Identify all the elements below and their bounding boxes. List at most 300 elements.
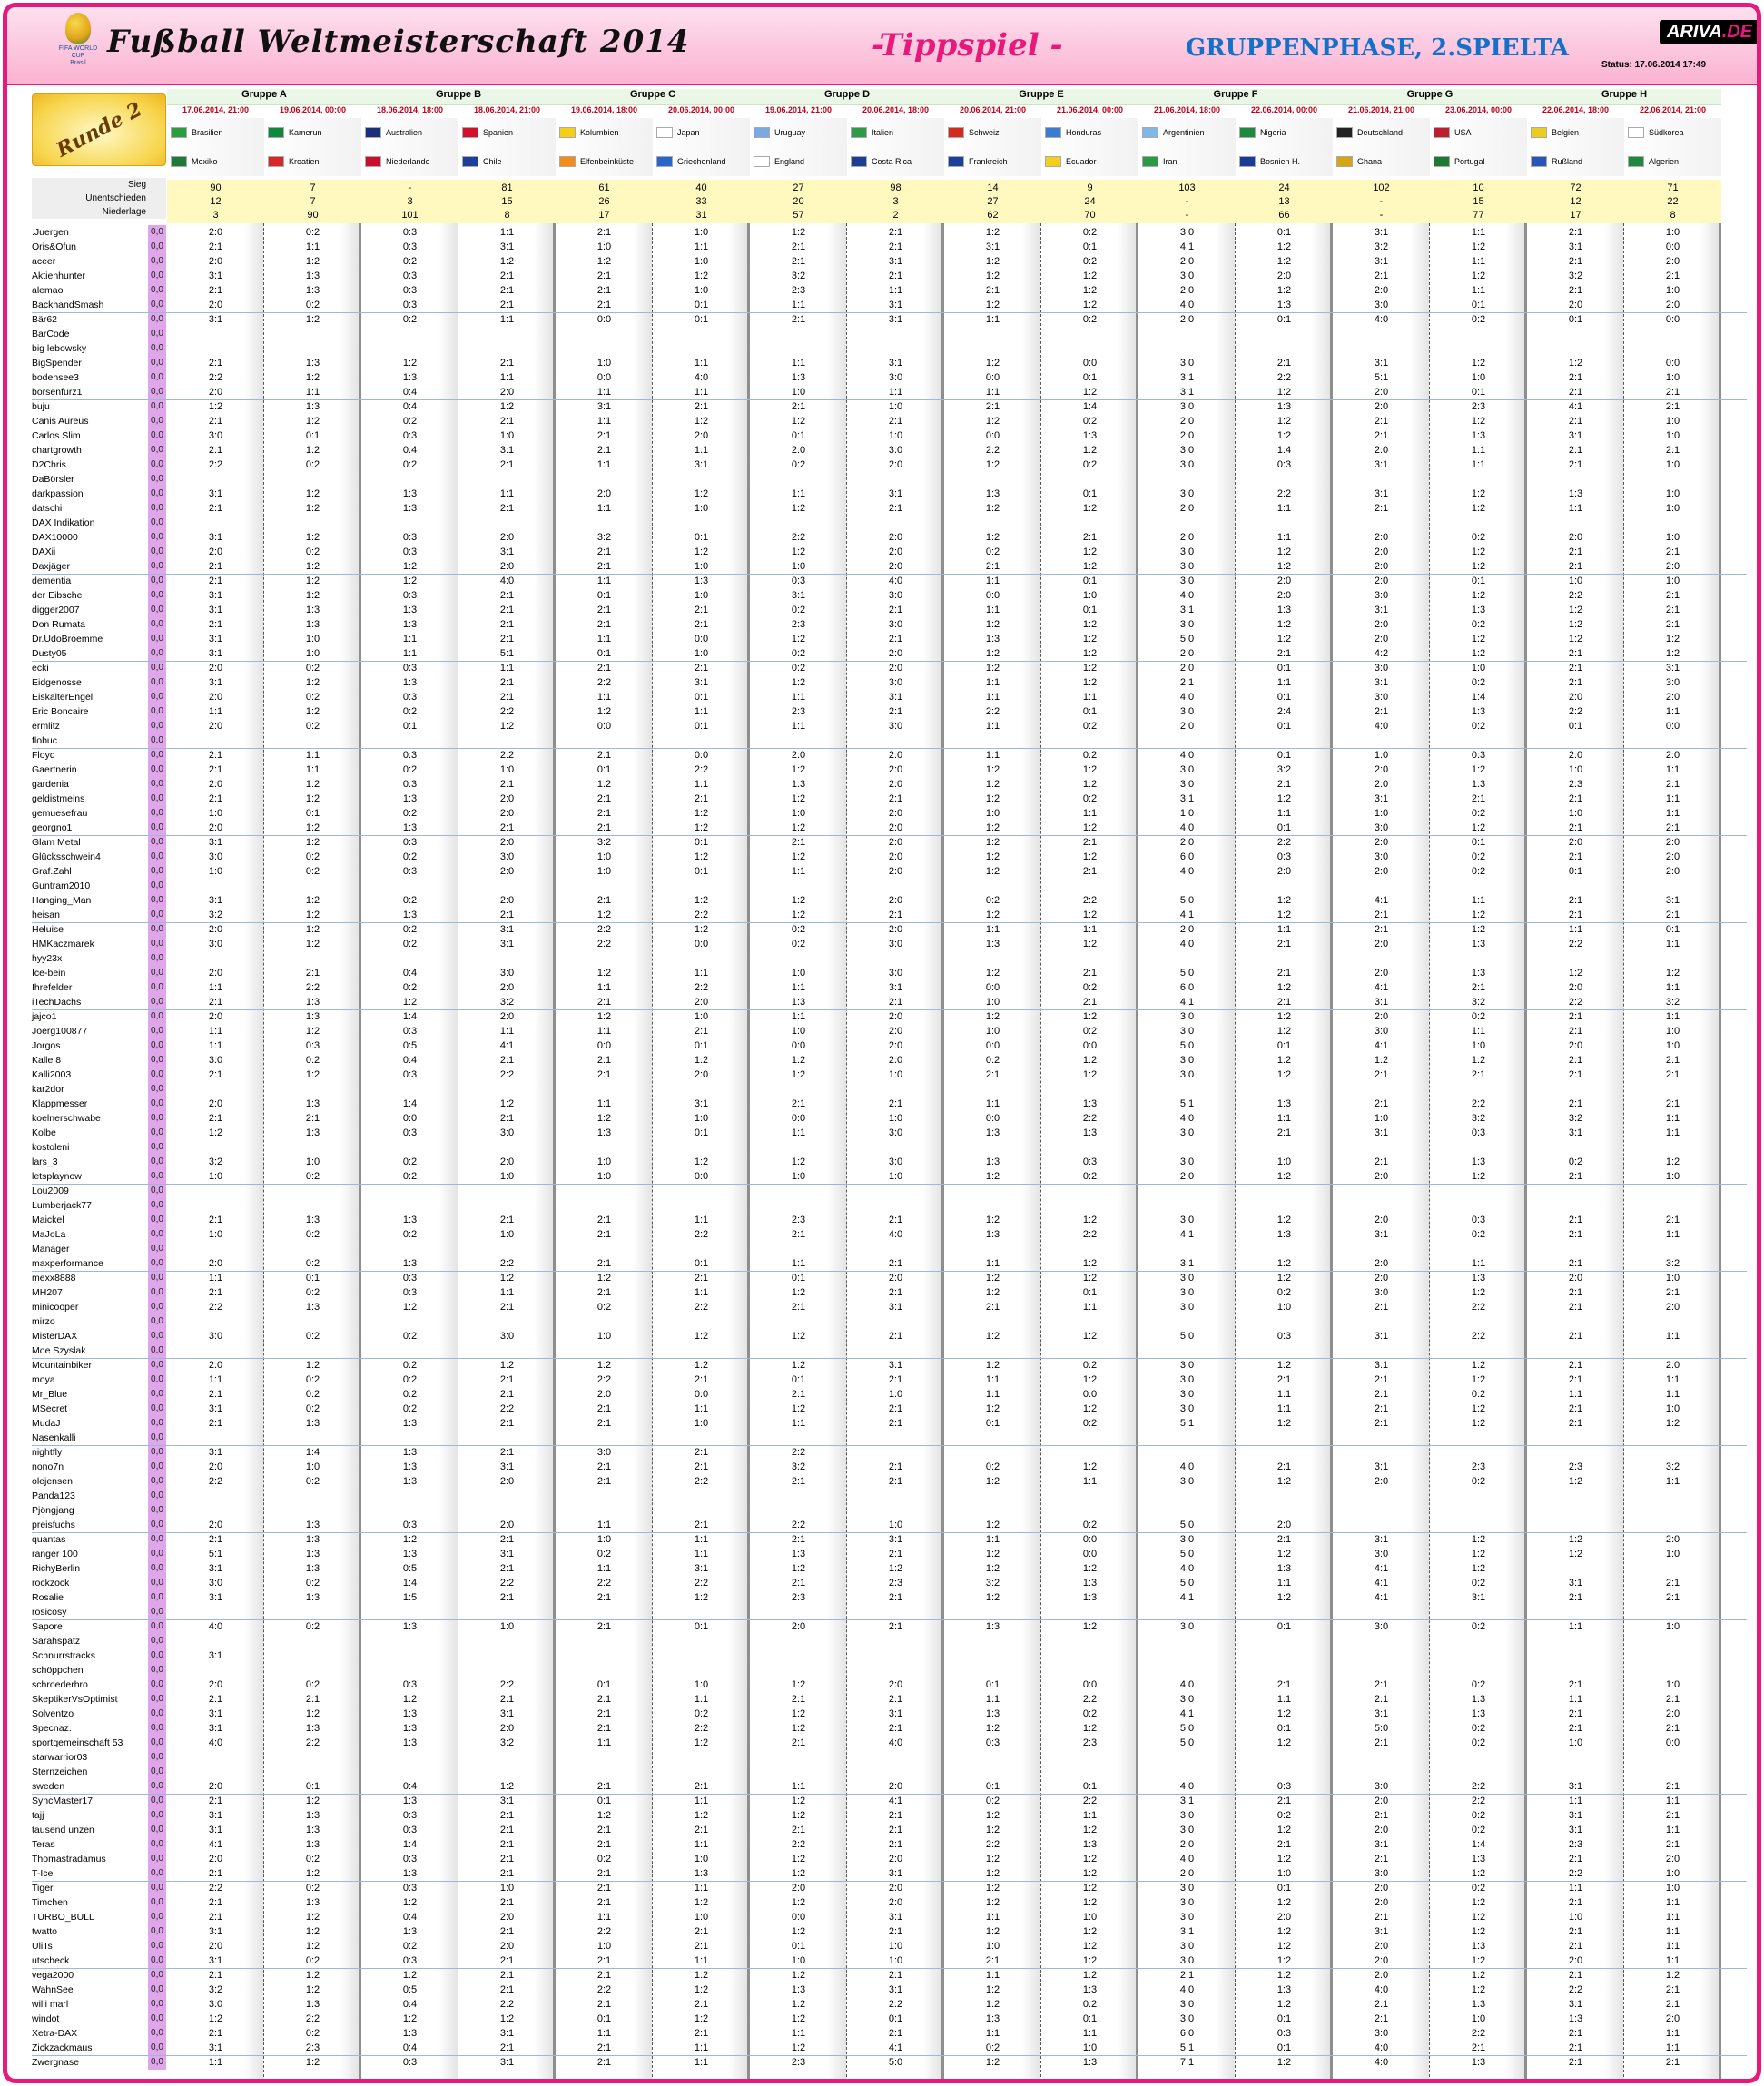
tip-cell[interactable]: 3:1 (1179, 1796, 1195, 1806)
tip-cell[interactable]: 1:2 (499, 2013, 515, 2024)
tip-cell[interactable]: 1:2 (596, 1273, 612, 1284)
tip-cell[interactable]: 2:1 (1568, 1258, 1583, 1269)
tip-cell[interactable]: 1:3 (1471, 968, 1486, 979)
tip-cell[interactable]: 3:0 (1179, 227, 1195, 238)
tip-cell[interactable]: 1:2 (985, 1360, 1000, 1371)
tip-cell[interactable]: 0:0 (985, 430, 1000, 441)
tip-cell[interactable]: 3:1 (1568, 1578, 1583, 1589)
tip-cell[interactable]: 0:2 (1082, 416, 1098, 427)
tip-cell[interactable]: 1:2 (694, 822, 709, 833)
tip-cell[interactable]: 2:2 (694, 1578, 709, 1589)
tip-cell[interactable]: 2:1 (1276, 1796, 1292, 1806)
tip-cell[interactable]: 0:1 (694, 300, 709, 310)
tip-cell[interactable]: 2:0 (208, 1360, 223, 1371)
tip-cell[interactable]: 1:4 (1471, 1839, 1486, 1850)
tip-cell[interactable]: 3:1 (1568, 1127, 1583, 1138)
tip-cell[interactable]: 3:1 (1568, 241, 1583, 252)
tip-cell[interactable]: 3:2 (499, 1737, 515, 1748)
tip-cell[interactable]: 0:1 (694, 314, 709, 325)
tip-cell[interactable]: 2:2 (596, 1578, 612, 1589)
tip-cell[interactable]: 1:3 (694, 1868, 709, 1879)
tip-cell[interactable]: 3:1 (208, 532, 223, 543)
tip-cell[interactable]: 2:2 (1568, 1984, 1583, 1995)
tip-cell[interactable]: 3:0 (1374, 692, 1389, 703)
tip-cell[interactable]: 0:2 (596, 1302, 612, 1313)
tip-cell[interactable]: 1:0 (1082, 2042, 1098, 2053)
tip-cell[interactable]: 1:2 (305, 488, 320, 499)
tip-cell[interactable]: 1:3 (1276, 1563, 1292, 1574)
tip-cell[interactable]: 0:0 (985, 590, 1000, 601)
tip-cell[interactable]: 0:1 (1276, 1040, 1292, 1051)
tip-cell[interactable]: 3:1 (208, 605, 223, 615)
tip-cell[interactable]: 2:1 (985, 1955, 1000, 1966)
tip-cell[interactable]: 2:0 (499, 837, 515, 848)
tip-cell[interactable]: 1:1 (596, 2028, 612, 2039)
tip-cell[interactable]: 5:0 (1179, 1723, 1195, 1734)
tip-cell[interactable]: 2:1 (596, 663, 612, 674)
tip-cell[interactable]: 2:1 (888, 416, 903, 427)
tip-cell[interactable]: 0:2 (305, 1055, 320, 1066)
player-name[interactable] (32, 937, 166, 951)
tip-cell[interactable]: 2:1 (1374, 1302, 1389, 1313)
tip-cell[interactable]: 1:0 (499, 764, 515, 775)
tip-cell[interactable]: 3:2 (1276, 764, 1292, 775)
tip-cell[interactable]: 2:1 (1665, 1578, 1680, 1589)
tip-cell[interactable]: 1:3 (305, 605, 320, 615)
player-name[interactable] (32, 821, 166, 835)
player-name[interactable] (32, 370, 166, 385)
tip-cell[interactable]: 2:1 (791, 1302, 806, 1313)
tip-cell[interactable]: 2:1 (1179, 1970, 1195, 1981)
tip-cell[interactable]: 4:0 (888, 1229, 903, 1240)
tip-cell[interactable]: 1:1 (1665, 1926, 1680, 1937)
tip-cell[interactable]: 2:2 (596, 1984, 612, 1995)
tip-cell[interactable]: 3:2 (208, 910, 223, 920)
tip-cell[interactable]: 3:0 (1179, 1941, 1195, 1952)
player-name[interactable] (32, 603, 166, 617)
tip-cell[interactable]: 4:0 (1374, 2057, 1389, 2068)
tip-cell[interactable]: 1:0 (499, 430, 515, 441)
tip-cell[interactable]: 1:0 (1665, 285, 1680, 296)
tip-cell[interactable]: 2:0 (888, 1273, 903, 1284)
tip-cell[interactable]: 2:0 (499, 561, 515, 572)
tip-cell[interactable]: 1:2 (305, 1069, 320, 1080)
tip-cell[interactable]: 2:1 (1665, 1069, 1680, 1080)
tip-cell[interactable]: 1:0 (694, 1418, 709, 1429)
tip-cell[interactable]: 1:1 (791, 1258, 806, 1269)
tip-cell[interactable]: 1:1 (1276, 808, 1292, 819)
tip-cell[interactable]: 1:2 (985, 866, 1000, 877)
player-name[interactable] (32, 428, 166, 443)
tip-cell[interactable]: 0:1 (985, 1418, 1000, 1429)
tip-cell[interactable]: 1:2 (1082, 1926, 1098, 1937)
tip-cell[interactable]: 0:2 (305, 1229, 320, 1240)
tip-cell[interactable]: 3:1 (1374, 793, 1389, 804)
tip-cell[interactable]: 1:2 (305, 677, 320, 688)
player-name[interactable] (32, 559, 166, 574)
tip-cell[interactable]: 2:1 (1276, 1127, 1292, 1138)
tip-cell[interactable]: 1:1 (888, 285, 903, 296)
tip-cell[interactable]: 3:1 (208, 314, 223, 325)
tip-cell[interactable]: 3:2 (1471, 997, 1486, 1008)
tip-cell[interactable]: 1:2 (791, 1403, 806, 1414)
tip-cell[interactable]: 2:0 (1276, 590, 1292, 601)
tip-cell[interactable]: 0:2 (985, 1461, 1000, 1472)
player-name[interactable] (32, 1024, 166, 1038)
tip-cell[interactable]: 1:0 (888, 1171, 903, 1182)
tip-cell[interactable]: 1:2 (1276, 619, 1292, 630)
player-name[interactable] (32, 501, 166, 516)
tip-cell[interactable]: 0:1 (985, 1679, 1000, 1690)
tip-cell[interactable]: 1:2 (1276, 1897, 1292, 1908)
tip-cell[interactable]: 2:1 (208, 1287, 223, 1298)
player-name[interactable] (32, 1082, 166, 1097)
tip-cell[interactable]: 1:1 (1568, 503, 1583, 514)
player-name[interactable] (32, 864, 166, 879)
tip-cell[interactable]: 3:1 (888, 314, 903, 325)
tip-cell[interactable]: 1:2 (1082, 1403, 1098, 1414)
tip-cell[interactable]: 1:1 (1568, 1621, 1583, 1632)
player-name[interactable] (32, 646, 166, 661)
tip-cell[interactable]: 0:2 (305, 851, 320, 862)
tip-cell[interactable]: 2:2 (1276, 488, 1292, 499)
tip-cell[interactable]: 3:1 (1179, 793, 1195, 804)
tip-cell[interactable]: 4:1 (1179, 1708, 1195, 1719)
tip-cell[interactable]: 0:0 (1082, 1679, 1098, 1690)
tip-cell[interactable]: 1:0 (1665, 532, 1680, 543)
tip-cell[interactable]: 3:0 (1179, 1897, 1195, 1908)
tip-cell[interactable]: 0:1 (1276, 314, 1292, 325)
player-name[interactable] (32, 1489, 166, 1503)
tip-cell[interactable]: 1:2 (1082, 1941, 1098, 1952)
player-name[interactable] (32, 588, 166, 603)
tip-cell[interactable]: 2:1 (888, 634, 903, 644)
player-name[interactable] (32, 1910, 166, 1924)
tip-cell[interactable]: 4:1 (1568, 401, 1583, 412)
tip-cell[interactable]: 2:1 (888, 1374, 903, 1385)
tip-cell[interactable]: 2:2 (694, 1229, 709, 1240)
tip-cell[interactable]: 2:1 (596, 2057, 612, 2068)
tip-cell[interactable]: 5:0 (1179, 968, 1195, 979)
tip-cell[interactable]: 2:1 (791, 1098, 806, 1109)
tip-cell[interactable]: 3:1 (208, 1650, 223, 1661)
tip-cell[interactable]: 1:2 (1276, 1926, 1292, 1937)
tip-cell[interactable]: 1:3 (305, 1215, 320, 1225)
tip-cell[interactable]: 2:1 (694, 1941, 709, 1952)
tip-cell[interactable]: 3:0 (1374, 1549, 1389, 1560)
tip-cell[interactable]: 3:0 (888, 721, 903, 732)
tip-cell[interactable]: 0:0 (1665, 314, 1680, 325)
tip-cell[interactable]: 1:1 (499, 488, 515, 499)
tip-cell[interactable]: 1:1 (1471, 227, 1486, 238)
tip-cell[interactable]: 0:1 (1471, 300, 1486, 310)
tip-cell[interactable]: 0:3 (1471, 750, 1486, 761)
tip-cell[interactable]: 2:1 (1665, 1592, 1680, 1603)
tip-cell[interactable]: 1:3 (1471, 1941, 1486, 1952)
tip-cell[interactable]: 2:1 (208, 241, 223, 252)
tip-cell[interactable]: 1:3 (402, 1737, 418, 1748)
tip-cell[interactable]: 2:0 (1374, 837, 1389, 848)
tip-cell[interactable]: 3:1 (1568, 1999, 1583, 2010)
tip-cell[interactable]: 0:1 (791, 1941, 806, 1952)
tip-cell[interactable]: 1:2 (1665, 968, 1680, 979)
tip-cell[interactable]: 4:0 (499, 576, 515, 586)
tip-cell[interactable]: 2:1 (1568, 1679, 1583, 1690)
tip-cell[interactable]: 1:2 (985, 1403, 1000, 1414)
tip-cell[interactable]: 1:4 (402, 1098, 418, 1109)
tip-cell[interactable]: 1:1 (1568, 1694, 1583, 1705)
tip-cell[interactable]: 2:1 (596, 895, 612, 906)
tip-cell[interactable]: 2:1 (1665, 546, 1680, 557)
tip-cell[interactable]: 2:1 (1374, 910, 1389, 920)
tip-cell[interactable]: 2:1 (208, 750, 223, 761)
tip-cell[interactable]: 0:1 (1276, 1723, 1292, 1734)
tip-cell[interactable]: 2:0 (888, 561, 903, 572)
tip-cell[interactable]: 2:1 (208, 416, 223, 427)
tip-cell[interactable]: 2:1 (596, 1999, 612, 2010)
tip-cell[interactable]: 2:1 (694, 619, 709, 630)
tip-cell[interactable]: 1:2 (1082, 1055, 1098, 1066)
tip-cell[interactable]: 1:2 (694, 851, 709, 862)
tip-cell[interactable]: 2:1 (791, 1825, 806, 1835)
tip-cell[interactable]: 1:0 (596, 241, 612, 252)
tip-cell[interactable]: 2:1 (596, 2042, 612, 2053)
tip-cell[interactable]: 1:2 (1082, 1258, 1098, 1269)
tip-cell[interactable]: 1:2 (596, 1011, 612, 1022)
tip-cell[interactable]: 4:0 (888, 576, 903, 586)
tip-cell[interactable]: 1:3 (1471, 706, 1486, 717)
tip-cell[interactable]: 1:2 (791, 1069, 806, 1080)
tip-cell[interactable]: 2:1 (888, 793, 903, 804)
tip-cell[interactable]: 2:0 (1374, 445, 1389, 456)
tip-cell[interactable]: 2:1 (888, 271, 903, 281)
tip-cell[interactable]: 2:1 (1276, 997, 1292, 1008)
tip-cell[interactable]: 3:0 (1374, 2028, 1389, 2039)
tip-cell[interactable]: 1:2 (985, 1171, 1000, 1182)
tip-cell[interactable]: 2:1 (596, 750, 612, 761)
player-name[interactable] (32, 879, 166, 893)
tip-cell[interactable]: 2:0 (1374, 779, 1389, 790)
tip-cell[interactable]: 1:0 (1665, 1026, 1680, 1037)
tip-cell[interactable]: 3:0 (888, 590, 903, 601)
tip-cell[interactable]: 2:1 (1568, 895, 1583, 906)
tip-cell[interactable]: 3:1 (1179, 372, 1195, 383)
tip-cell[interactable]: 1:0 (596, 1941, 612, 1952)
player-name[interactable] (32, 1852, 166, 1866)
player-name[interactable] (32, 1924, 166, 1939)
tip-cell[interactable]: 1:2 (596, 779, 612, 790)
tip-cell[interactable]: 0:2 (1471, 677, 1486, 688)
tip-cell[interactable]: 2:0 (596, 1389, 612, 1400)
tip-cell[interactable]: 0:1 (1276, 721, 1292, 732)
tip-cell[interactable]: 1:2 (791, 1723, 806, 1734)
tip-cell[interactable]: 2:1 (1374, 1403, 1389, 1414)
tip-cell[interactable]: 4:0 (1374, 1984, 1389, 1995)
tip-cell[interactable]: 2:0 (1374, 1941, 1389, 1952)
tip-cell[interactable]: 0:2 (1471, 1229, 1486, 1240)
tip-cell[interactable]: 2:1 (1665, 2057, 1680, 2068)
tip-cell[interactable]: 3:0 (1179, 619, 1195, 630)
tip-cell[interactable]: 2:1 (694, 663, 709, 674)
tip-cell[interactable]: 3:0 (1374, 1026, 1389, 1037)
tip-cell[interactable]: 0:5 (402, 1984, 418, 1995)
tip-cell[interactable]: 1:2 (1082, 822, 1098, 833)
tip-cell[interactable]: 3:0 (1179, 1215, 1195, 1225)
tip-cell[interactable]: 2:1 (888, 1592, 903, 1603)
tip-cell[interactable]: 1:1 (596, 1026, 612, 1037)
tip-cell[interactable]: 3:1 (596, 401, 612, 412)
tip-cell[interactable]: 1:2 (791, 634, 806, 644)
tip-cell[interactable]: 2:1 (985, 285, 1000, 296)
tip-cell[interactable]: 2:0 (888, 1040, 903, 1051)
tip-cell[interactable]: 3:1 (208, 1810, 223, 1821)
tip-cell[interactable]: 2:1 (1374, 1679, 1389, 1690)
tip-cell[interactable]: 2:0 (888, 750, 903, 761)
tip-cell[interactable]: 1:2 (1082, 1970, 1098, 1981)
tip-cell[interactable]: 0:3 (402, 866, 418, 877)
tip-cell[interactable]: 2:0 (208, 300, 223, 310)
tip-cell[interactable]: 0:1 (694, 1040, 709, 1051)
tip-cell[interactable]: 1:0 (1179, 808, 1195, 819)
tip-cell[interactable]: 2:1 (1568, 793, 1583, 804)
tip-cell[interactable]: 1:2 (1276, 1418, 1292, 1429)
tip-cell[interactable]: 3:0 (1374, 663, 1389, 674)
tip-cell[interactable]: 3:0 (1374, 1868, 1389, 1879)
tip-cell[interactable]: 1:3 (1471, 1694, 1486, 1705)
player-name[interactable] (32, 1968, 166, 1983)
tip-cell[interactable]: 2:1 (1276, 968, 1292, 979)
tip-cell[interactable]: 1:2 (596, 1360, 612, 1371)
tip-cell[interactable]: 1:2 (694, 1592, 709, 1603)
tip-cell[interactable]: 1:0 (1374, 808, 1389, 819)
tip-cell[interactable]: 2:1 (1568, 256, 1583, 267)
tip-cell[interactable]: 0:3 (402, 692, 418, 703)
tip-cell[interactable]: 3:1 (694, 459, 709, 470)
tip-cell[interactable]: 4:0 (1179, 1563, 1195, 1574)
tip-cell[interactable]: 1:2 (1568, 1534, 1583, 1545)
tip-cell[interactable]: 1:1 (1276, 1113, 1292, 1124)
tip-cell[interactable]: 3:1 (499, 1461, 515, 1472)
tip-cell[interactable]: 2:1 (596, 1476, 612, 1487)
tip-cell[interactable]: 2:1 (888, 1098, 903, 1109)
tip-cell[interactable]: 1:2 (985, 910, 1000, 920)
tip-cell[interactable]: 2:2 (694, 982, 709, 993)
tip-cell[interactable]: 3:0 (1179, 1011, 1195, 1022)
tip-cell[interactable]: 2:0 (888, 1679, 903, 1690)
tip-cell[interactable]: 1:3 (305, 619, 320, 630)
tip-cell[interactable]: 2:1 (499, 634, 515, 644)
tip-cell[interactable]: 0:1 (596, 764, 612, 775)
tip-cell[interactable]: 3:1 (888, 1534, 903, 1545)
tip-cell[interactable]: 2:1 (1568, 1229, 1583, 1240)
tip-cell[interactable]: 2:0 (208, 1461, 223, 1472)
tip-cell[interactable]: 2:1 (791, 1534, 806, 1545)
tip-cell[interactable]: 4:0 (208, 1737, 223, 1748)
tip-cell[interactable]: 3:1 (888, 1708, 903, 1719)
tip-cell[interactable]: 1:1 (791, 1127, 806, 1138)
tip-cell[interactable]: 1:2 (1471, 1955, 1486, 1966)
tip-cell[interactable]: 1:1 (596, 387, 612, 398)
tip-cell[interactable]: 1:0 (791, 968, 806, 979)
tip-cell[interactable]: 1:2 (791, 851, 806, 862)
tip-cell[interactable]: 1:1 (1082, 808, 1098, 819)
tip-cell[interactable]: 1:2 (1471, 1984, 1486, 1995)
tip-cell[interactable]: 1:3 (305, 1127, 320, 1138)
tip-cell[interactable]: 0:2 (1276, 1287, 1292, 1298)
tip-cell[interactable]: 1:2 (1276, 1055, 1292, 1066)
tip-cell[interactable]: 2:2 (499, 750, 515, 761)
tip-cell[interactable]: 1:2 (305, 1708, 320, 1719)
tip-cell[interactable]: 1:2 (1082, 1723, 1098, 1734)
tip-cell[interactable]: 4:0 (1179, 1461, 1195, 1472)
tip-cell[interactable]: 0:2 (1082, 721, 1098, 732)
tip-cell[interactable]: 1:1 (402, 634, 418, 644)
tip-cell[interactable]: 1:1 (985, 1389, 1000, 1400)
tip-cell[interactable]: 3:1 (1179, 387, 1195, 398)
tip-cell[interactable]: 0:3 (402, 779, 418, 790)
tip-cell[interactable]: 1:2 (1471, 1403, 1486, 1414)
player-name[interactable] (32, 1387, 166, 1402)
tip-cell[interactable]: 2:1 (1374, 1694, 1389, 1705)
tip-cell[interactable]: 2:0 (791, 1883, 806, 1894)
tip-cell[interactable]: 2:0 (1179, 648, 1195, 659)
tip-cell[interactable]: 1:3 (1082, 1839, 1098, 1850)
tip-cell[interactable]: 2:0 (888, 1854, 903, 1865)
player-name[interactable] (32, 1285, 166, 1300)
tip-cell[interactable]: 0:2 (305, 1476, 320, 1487)
tip-cell[interactable]: 2:0 (1665, 692, 1680, 703)
tip-cell[interactable]: 1:1 (596, 576, 612, 586)
tip-cell[interactable]: 1:2 (791, 1331, 806, 1342)
tip-cell[interactable]: 1:0 (305, 634, 320, 644)
tip-cell[interactable]: 2:0 (1374, 1883, 1389, 1894)
tip-cell[interactable]: 4:0 (694, 372, 709, 383)
tip-cell[interactable]: 1:2 (305, 939, 320, 950)
tip-cell[interactable]: 0:2 (791, 663, 806, 674)
tip-cell[interactable]: 1:2 (1276, 1955, 1292, 1966)
player-name[interactable] (32, 1561, 166, 1576)
tip-cell[interactable]: 2:1 (888, 1403, 903, 1414)
tip-cell[interactable]: 2:1 (1665, 1810, 1680, 1821)
tip-cell[interactable]: 1:3 (305, 1302, 320, 1313)
player-name[interactable] (32, 1663, 166, 1678)
tip-cell[interactable]: 0:2 (1471, 1011, 1486, 1022)
tip-cell[interactable]: 3:1 (208, 895, 223, 906)
tip-cell[interactable]: 1:3 (1471, 779, 1486, 790)
tip-cell[interactable]: 0:0 (1665, 358, 1680, 369)
tip-cell[interactable]: 1:3 (1276, 1229, 1292, 1240)
tip-cell[interactable]: 3:0 (499, 1127, 515, 1138)
tip-cell[interactable]: 1:1 (694, 1796, 709, 1806)
tip-cell[interactable]: 0:2 (402, 1156, 418, 1167)
tip-cell[interactable]: 0:2 (1471, 1723, 1486, 1734)
tip-cell[interactable]: 0:3 (402, 546, 418, 557)
tip-cell[interactable]: 3:0 (1179, 779, 1195, 790)
tip-cell[interactable]: 4:1 (1374, 895, 1389, 906)
tip-cell[interactable]: 2:1 (1276, 1839, 1292, 1850)
tip-cell[interactable]: 1:3 (985, 2013, 1000, 2024)
tip-cell[interactable]: 0:2 (305, 1883, 320, 1894)
tip-cell[interactable]: 2:1 (208, 1897, 223, 1908)
tip-cell[interactable]: 0:3 (402, 1026, 418, 1037)
tip-cell[interactable]: 2:1 (1665, 1839, 1680, 1850)
tip-cell[interactable]: 3:1 (985, 241, 1000, 252)
tip-cell[interactable]: 0:2 (1082, 1708, 1098, 1719)
tip-cell[interactable]: 3:0 (1374, 1287, 1389, 1298)
tip-cell[interactable]: 1:1 (1471, 1258, 1486, 1269)
player-name[interactable] (32, 1576, 166, 1590)
tip-cell[interactable]: 4:1 (1179, 997, 1195, 1008)
